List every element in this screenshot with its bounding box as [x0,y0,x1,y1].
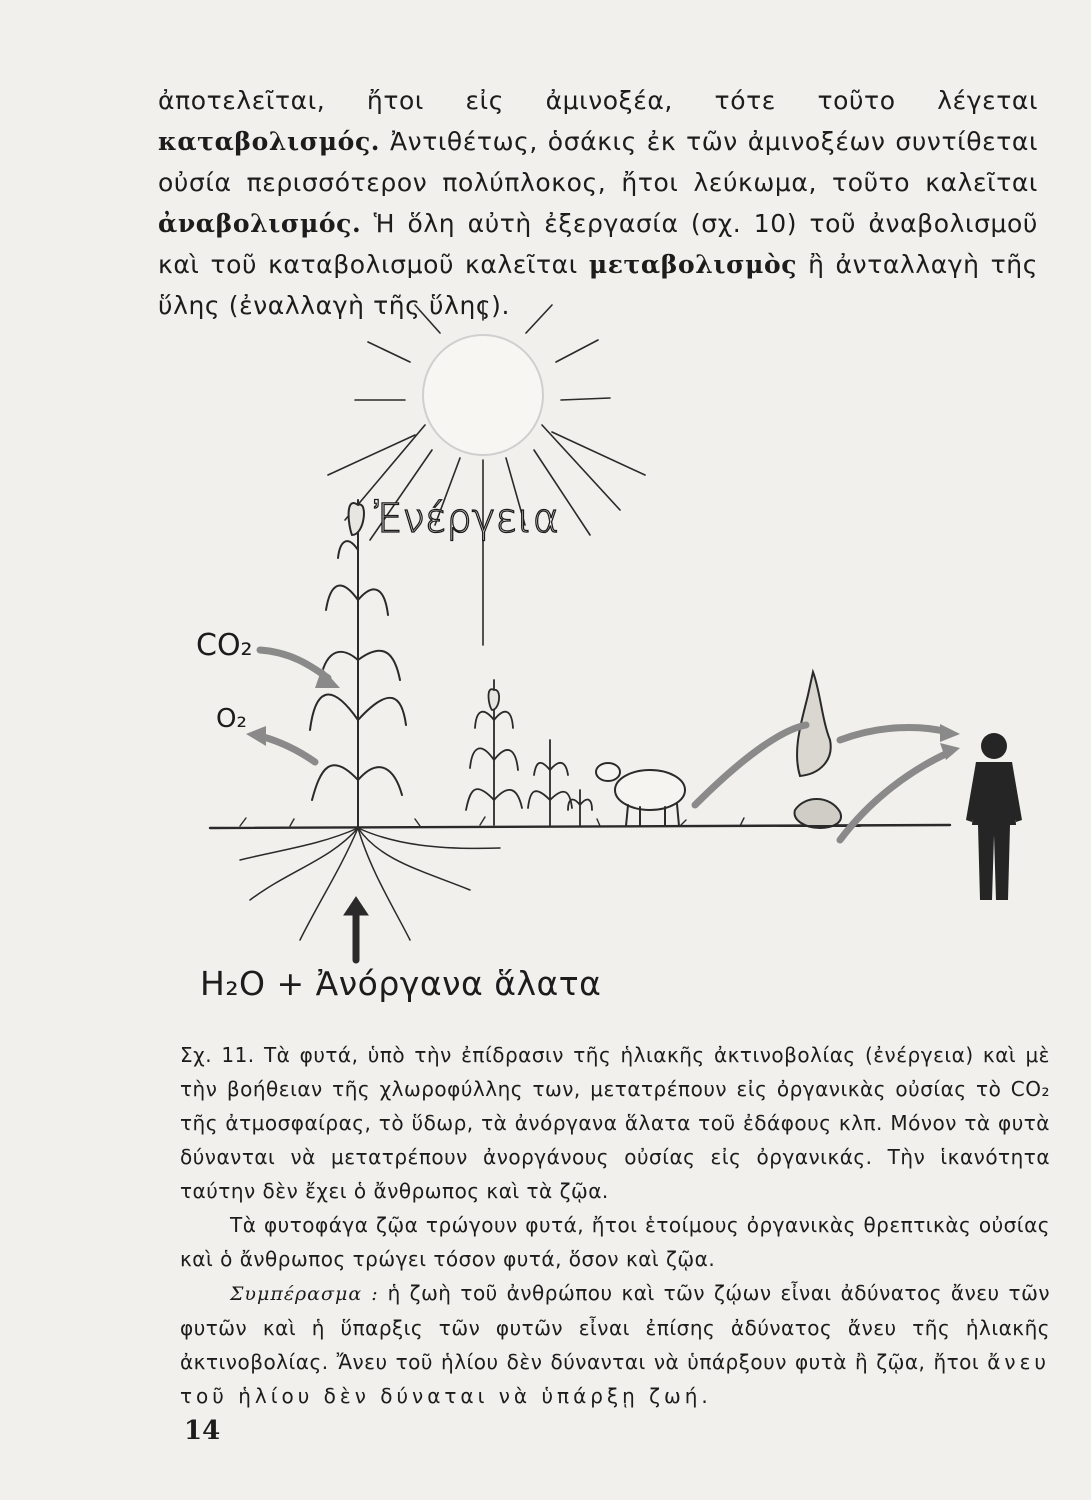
flow-arrows [260,650,950,840]
photosynthesis-figure [180,300,1060,1003]
human-silhouette [966,733,1022,900]
intro-text-2: Ἀντιθέτως, ὁσάκις ἐκ τῶν ἀμινοξέων συντίθεται οὐσία περισσότερον πολύπλοκος, ἤτοι λεύκωμα, τοῦτο καλεῖται [158,127,1038,197]
sun-icon [328,300,645,645]
caption-paragraph-1: Σχ. 11. Τὰ φυτά, ὑπὸ τὴν ἐπίδρασιν τῆς ἡλιακῆς ἀκτινοβολίας (ἐνέργεια) καὶ μὲ τὴν βοήθειαν τῆς χλωροφύλλης των, μετατρέπουν εἰς ὀργανικὰς οὐσίας τὸ CO₂ τῆς ἀτμοσφαίρας, τὸ ὕδωρ, τὰ ἀνόργανα ἅλατα τοῦ ἐδάφους κλπ. Μόνον τὰ φυτὰ δύνανται νὰ μετατρέπουν ἀνοργάνους οὐσίας εἰς ὀργανικάς. Τὴν ἱκανότητα ταύτην δὲν ἔχει ὁ ἄνθρωπος καὶ τὰ ζῷα. [180,1043,1050,1203]
conclusion-spaced-text: ἄνευ τοῦ ἡλίου δὲν δύναται νὰ ὑπάρξῃ ζωή. [180,1350,1050,1408]
small-corn-plants [466,680,592,825]
intro-text-4: ἢ ἀνταλλαγὴ τῆς ὕλης (ἐναλλαγὴ τῆς ὕλης). [158,250,1038,320]
water-salts-label: H₂O + Ἀνόργανα ἅλατα [200,964,602,1003]
term-metabolism: μεταβολισμὸς [588,250,798,279]
corn-plant [310,500,406,828]
page-number: 14 [184,1416,221,1446]
caption-paragraph-2: Τὰ φυτοφάγα ζῷα τρώγουν φυτά, ἤτοι ἑτοίμους ὀργανικὰς θρεπτικὰς οὐσίας καὶ ὁ ἄνθρωπος τρώγει τόσον φυτά, ὅσον καὶ ζῷα. [180,1213,1050,1271]
sheep-icon [596,763,685,826]
intro-text-1: ἀποτελεῖται, ἤτοι εἰς ἀμινοξέα, τότε τοῦτο λέγεται [158,86,1038,115]
figure-caption [180,1038,1050,1413]
figure-illustration [180,300,1060,1000]
term-katabolism: καταβολισμός. [158,127,381,156]
co2-label: CO₂ [196,628,253,663]
conclusion-label: Συμπέρασμα : [230,1283,379,1305]
roots [240,828,500,940]
intro-text-3: Ἡ ὅλη αὐτὴ ἐξεργασία (σχ. 10) τοῦ ἀναβολισμοῦ καὶ τοῦ καταβολισμοῦ καλεῖται [158,209,1038,279]
intro-paragraph [158,80,1038,326]
conclusion-paragraph [180,1276,1050,1413]
conclusion-text: ἡ ζωὴ τοῦ ἀνθρώπου καὶ τῶν ζῴων εἶναι ἀδύνατος ἄνευ τῶν φυτῶν καὶ ἡ ὕπαρξις τῶν φυτῶν εἶναι ἐπίσης ἀδύνατος ἄνευ τῆς ἡλιακῆς ἀκτινοβολίας. Ἄνευ τοῦ ἡλίου δὲν δύνανται νὰ ὑπάρξουν φυτὰ ἢ ζῷα, ἤτοι [180,1281,1050,1374]
term-anabolism: ἀναβολισμός. [158,209,362,238]
energy-label: Ἐνέργεια [374,496,559,542]
up-arrow-icon [344,897,368,960]
vegetable-icon [778,799,860,828]
o2-label: O₂ [216,704,247,734]
